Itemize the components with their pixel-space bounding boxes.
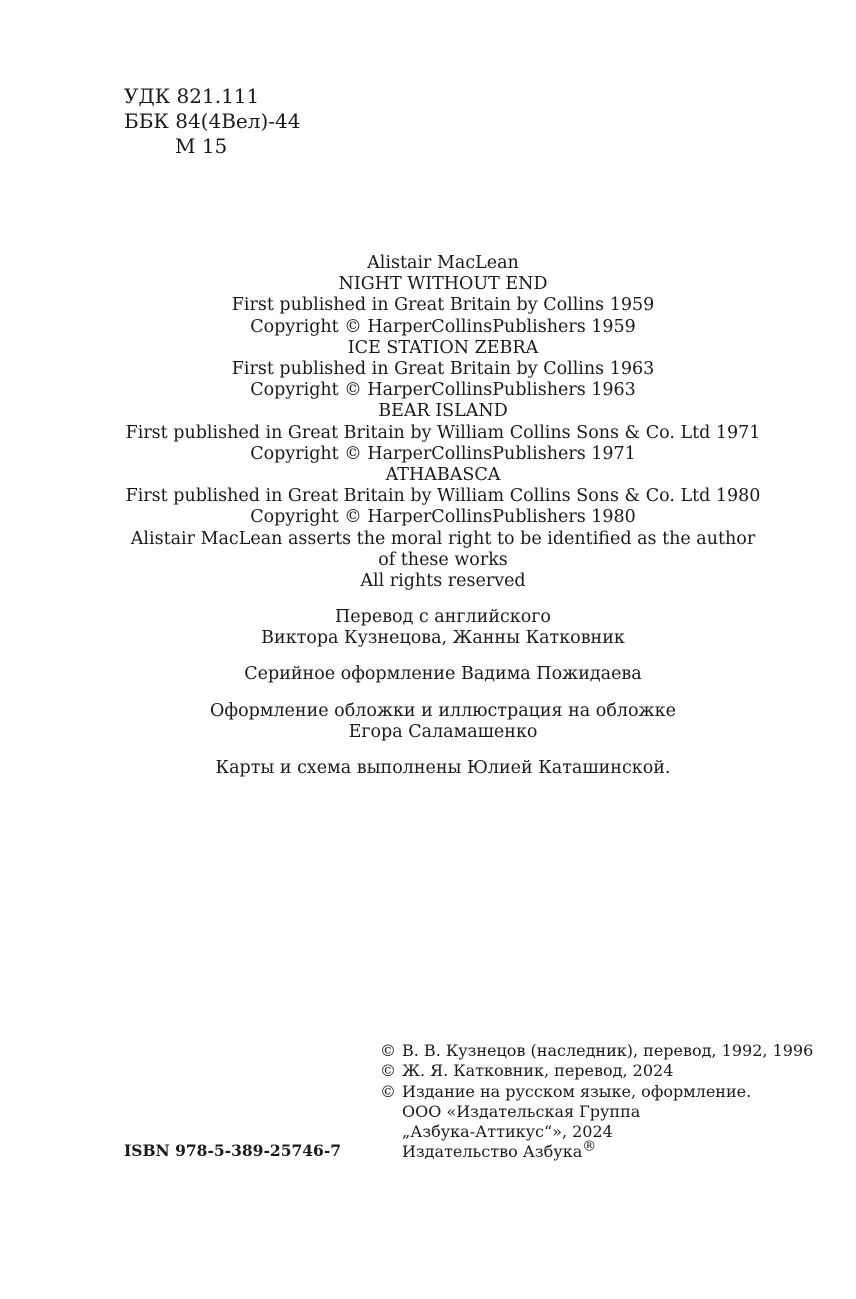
maps-credit: Карты и схема выполнены Юлией Каташинской. bbox=[215, 758, 671, 779]
classification-codes bbox=[124, 84, 300, 159]
cover-designer-name: Егора Саламашенко bbox=[348, 721, 538, 742]
copyright-symbol: © bbox=[380, 1061, 396, 1081]
isbn-number: ISBN 978-5-389-25746-7 bbox=[124, 1141, 342, 1160]
copyright-text: Издание на русском языке, оформление. bbox=[402, 1081, 752, 1101]
original-publication-credits bbox=[0, 253, 856, 592]
credit-line: Copyright © HarperCollinsPublishers 1963 bbox=[250, 380, 636, 401]
copyright-text: ООО «Издательская Группа bbox=[402, 1101, 641, 1121]
credit-line: ICE STATION ZEBRA bbox=[347, 337, 539, 358]
registered-mark: ® bbox=[582, 1139, 597, 1156]
credit-line: Copyright © HarperCollinsPublishers 1971 bbox=[250, 443, 636, 464]
publisher-name bbox=[402, 1139, 597, 1162]
credit-line: ATHABASCA bbox=[385, 465, 501, 486]
copyright-text: Ж. Я. Катковник, перевод, 2024 bbox=[402, 1061, 674, 1081]
copyright-entry bbox=[380, 1041, 813, 1061]
copyright-symbol: © bbox=[380, 1041, 396, 1060]
series-design-credit: Серийное оформление Вадима Пожидаева bbox=[244, 664, 642, 685]
translation-credits bbox=[0, 607, 856, 794]
copyright-entry bbox=[380, 1082, 813, 1102]
credit-line: Alistair MacLean bbox=[367, 253, 519, 273]
copyright-notices bbox=[380, 1041, 813, 1163]
author-mark: М 15 bbox=[175, 134, 228, 158]
credit-line: All rights reserved bbox=[360, 571, 526, 592]
cover-design-group bbox=[0, 701, 856, 743]
credit-line: Copyright © HarperCollinsPublishers 1980 bbox=[250, 507, 636, 528]
copyright-entry-continued bbox=[380, 1122, 813, 1142]
series-design-group bbox=[0, 664, 856, 685]
cover-design-label: Оформление обложки и иллюстрация на обложке bbox=[210, 700, 676, 721]
maps-group bbox=[0, 758, 856, 779]
credit-line: First published in Great Britain by Collins 1963 bbox=[231, 359, 655, 380]
credit-line: First published in Great Britain by Collins 1959 bbox=[231, 295, 655, 316]
udk-code: УДК 821.111 bbox=[124, 84, 260, 108]
bbk-code: ББК 84(4Вел)-44 bbox=[124, 109, 301, 133]
credit-line: Alistair MacLean asserts the moral right to be identified as the author bbox=[130, 528, 756, 549]
publisher-text: Издательство Азбука bbox=[402, 1142, 583, 1162]
translator-names: Виктора Кузнецова, Жанны Катковник bbox=[261, 628, 625, 649]
credit-line: NIGHT WITHOUT END bbox=[338, 274, 548, 295]
credit-line: First published in Great Britain by William Collins Sons & Co. Ltd 1971 bbox=[125, 422, 761, 443]
copyright-entry bbox=[380, 1061, 813, 1081]
translation-label: Перевод с английского bbox=[335, 607, 551, 627]
copyright-text: „Азбука-Аттикус“», 2024 bbox=[402, 1122, 613, 1142]
credit-line: Copyright © HarperCollinsPublishers 1959 bbox=[250, 316, 636, 337]
copyright-entry-continued bbox=[380, 1139, 813, 1162]
credit-line: First published in Great Britain by William Collins Sons & Co. Ltd 1980 bbox=[125, 486, 761, 507]
translator-group bbox=[0, 607, 856, 649]
copyright-entry-continued bbox=[380, 1102, 813, 1122]
credit-line: BEAR ISLAND bbox=[378, 401, 508, 422]
copyright-text: В. В. Кузнецов (наследник), перевод, 1992, 1996 bbox=[402, 1041, 814, 1060]
copyright-symbol: © bbox=[380, 1081, 396, 1101]
credit-line: of these works bbox=[378, 549, 508, 570]
